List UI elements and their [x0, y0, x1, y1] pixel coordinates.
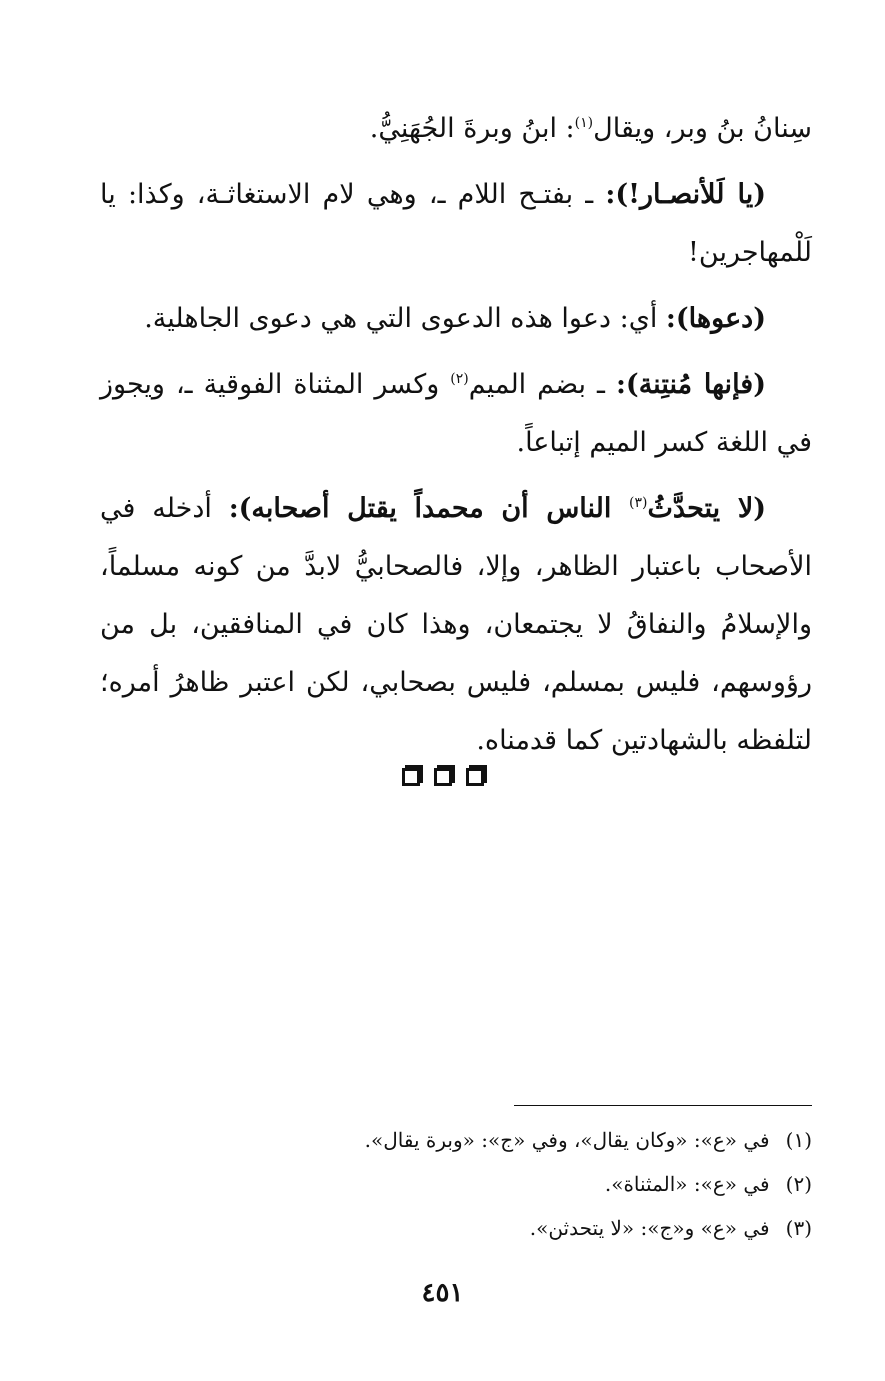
paragraph-5: [100, 480, 812, 770]
footnote-2-number: (٢): [785, 1172, 812, 1196]
paragraph-2-term: (يا لَلأنصـار!):: [605, 179, 766, 210]
paragraph-3-text: أي: دعوا هذه الدعوى التي هي دعوى الجاهلية.: [144, 303, 666, 334]
paragraph-5-text: أدخله في الأصحاب باعتبار الظاهر، وإلا، فالصحابيُّ لابدَّ من كونه مسلماً، والإسلامُ والنفاقُ لا يجتمعان، وهذا كان في المنافقين، بل من رؤوسهم، فليس بمسلم، فليس بصحابي، لكن اعتبر ظاهرُ أمره؛ لتلفظه بالشهادتين كما قدمناه.: [100, 493, 812, 756]
footnote-1-text: في «ع»: «وكان يقال»، وفي «ج»: «وبرة يقال».: [364, 1128, 770, 1152]
paragraph-2: [100, 166, 812, 282]
paragraph-4-term: (فإنها مُنتِنة):: [615, 369, 766, 400]
paragraph-1-text-a: سِنانُ بنُ وبر، ويقال: [593, 113, 812, 144]
footnote-3-text: في «ع» و«ج»: «لا يتحدثن».: [529, 1216, 770, 1240]
footnote-divider: [514, 1105, 812, 1106]
footnote-ref-1: (١): [574, 115, 594, 131]
footnote-1: [100, 1118, 812, 1162]
separator-square-icon: [466, 768, 484, 786]
footnote-2: [100, 1162, 812, 1206]
paragraph-5-term-a: (لا يتحدَّثُ: [647, 493, 766, 524]
separator-square-icon: [434, 768, 452, 786]
paragraph-4-text-b: وكسر المثناة الفوقية ـ، ويجوز في اللغة كسر الميم إتباعاً.: [100, 369, 812, 458]
footnote-2-text: في «ع»: «المثناة».: [604, 1172, 770, 1196]
paragraph-3-term: (دعوها):: [665, 303, 766, 334]
paragraph-1: [100, 100, 812, 158]
footnotes: [100, 1118, 812, 1250]
paragraph-5-term-b: الناس أن محمداً يقتل أصحابه):: [228, 493, 630, 524]
paragraph-2-text: ـ بفتـح اللام ـ، وهي لام الاستغاثـة، وكذا: يا لَلْمهاجرين!: [100, 179, 812, 268]
paragraph-1-text-b: : ابنُ وبرةَ الجُهَنِيُّ.: [369, 113, 575, 144]
main-text: [100, 100, 812, 778]
section-separator: [0, 768, 885, 786]
paragraph-4: [100, 356, 812, 472]
footnote-ref-3: (٣): [629, 495, 648, 511]
separator-square-icon: [402, 768, 420, 786]
footnote-ref-2: (٢): [450, 371, 469, 387]
footnote-3-number: (٣): [785, 1216, 812, 1240]
footnote-3: [100, 1206, 812, 1250]
page-number: ٤٥١: [421, 1278, 464, 1308]
footnote-1-number: (١): [785, 1128, 812, 1152]
paragraph-3: [100, 290, 812, 348]
paragraph-4-text-a: ـ بضم الميم: [468, 369, 616, 400]
